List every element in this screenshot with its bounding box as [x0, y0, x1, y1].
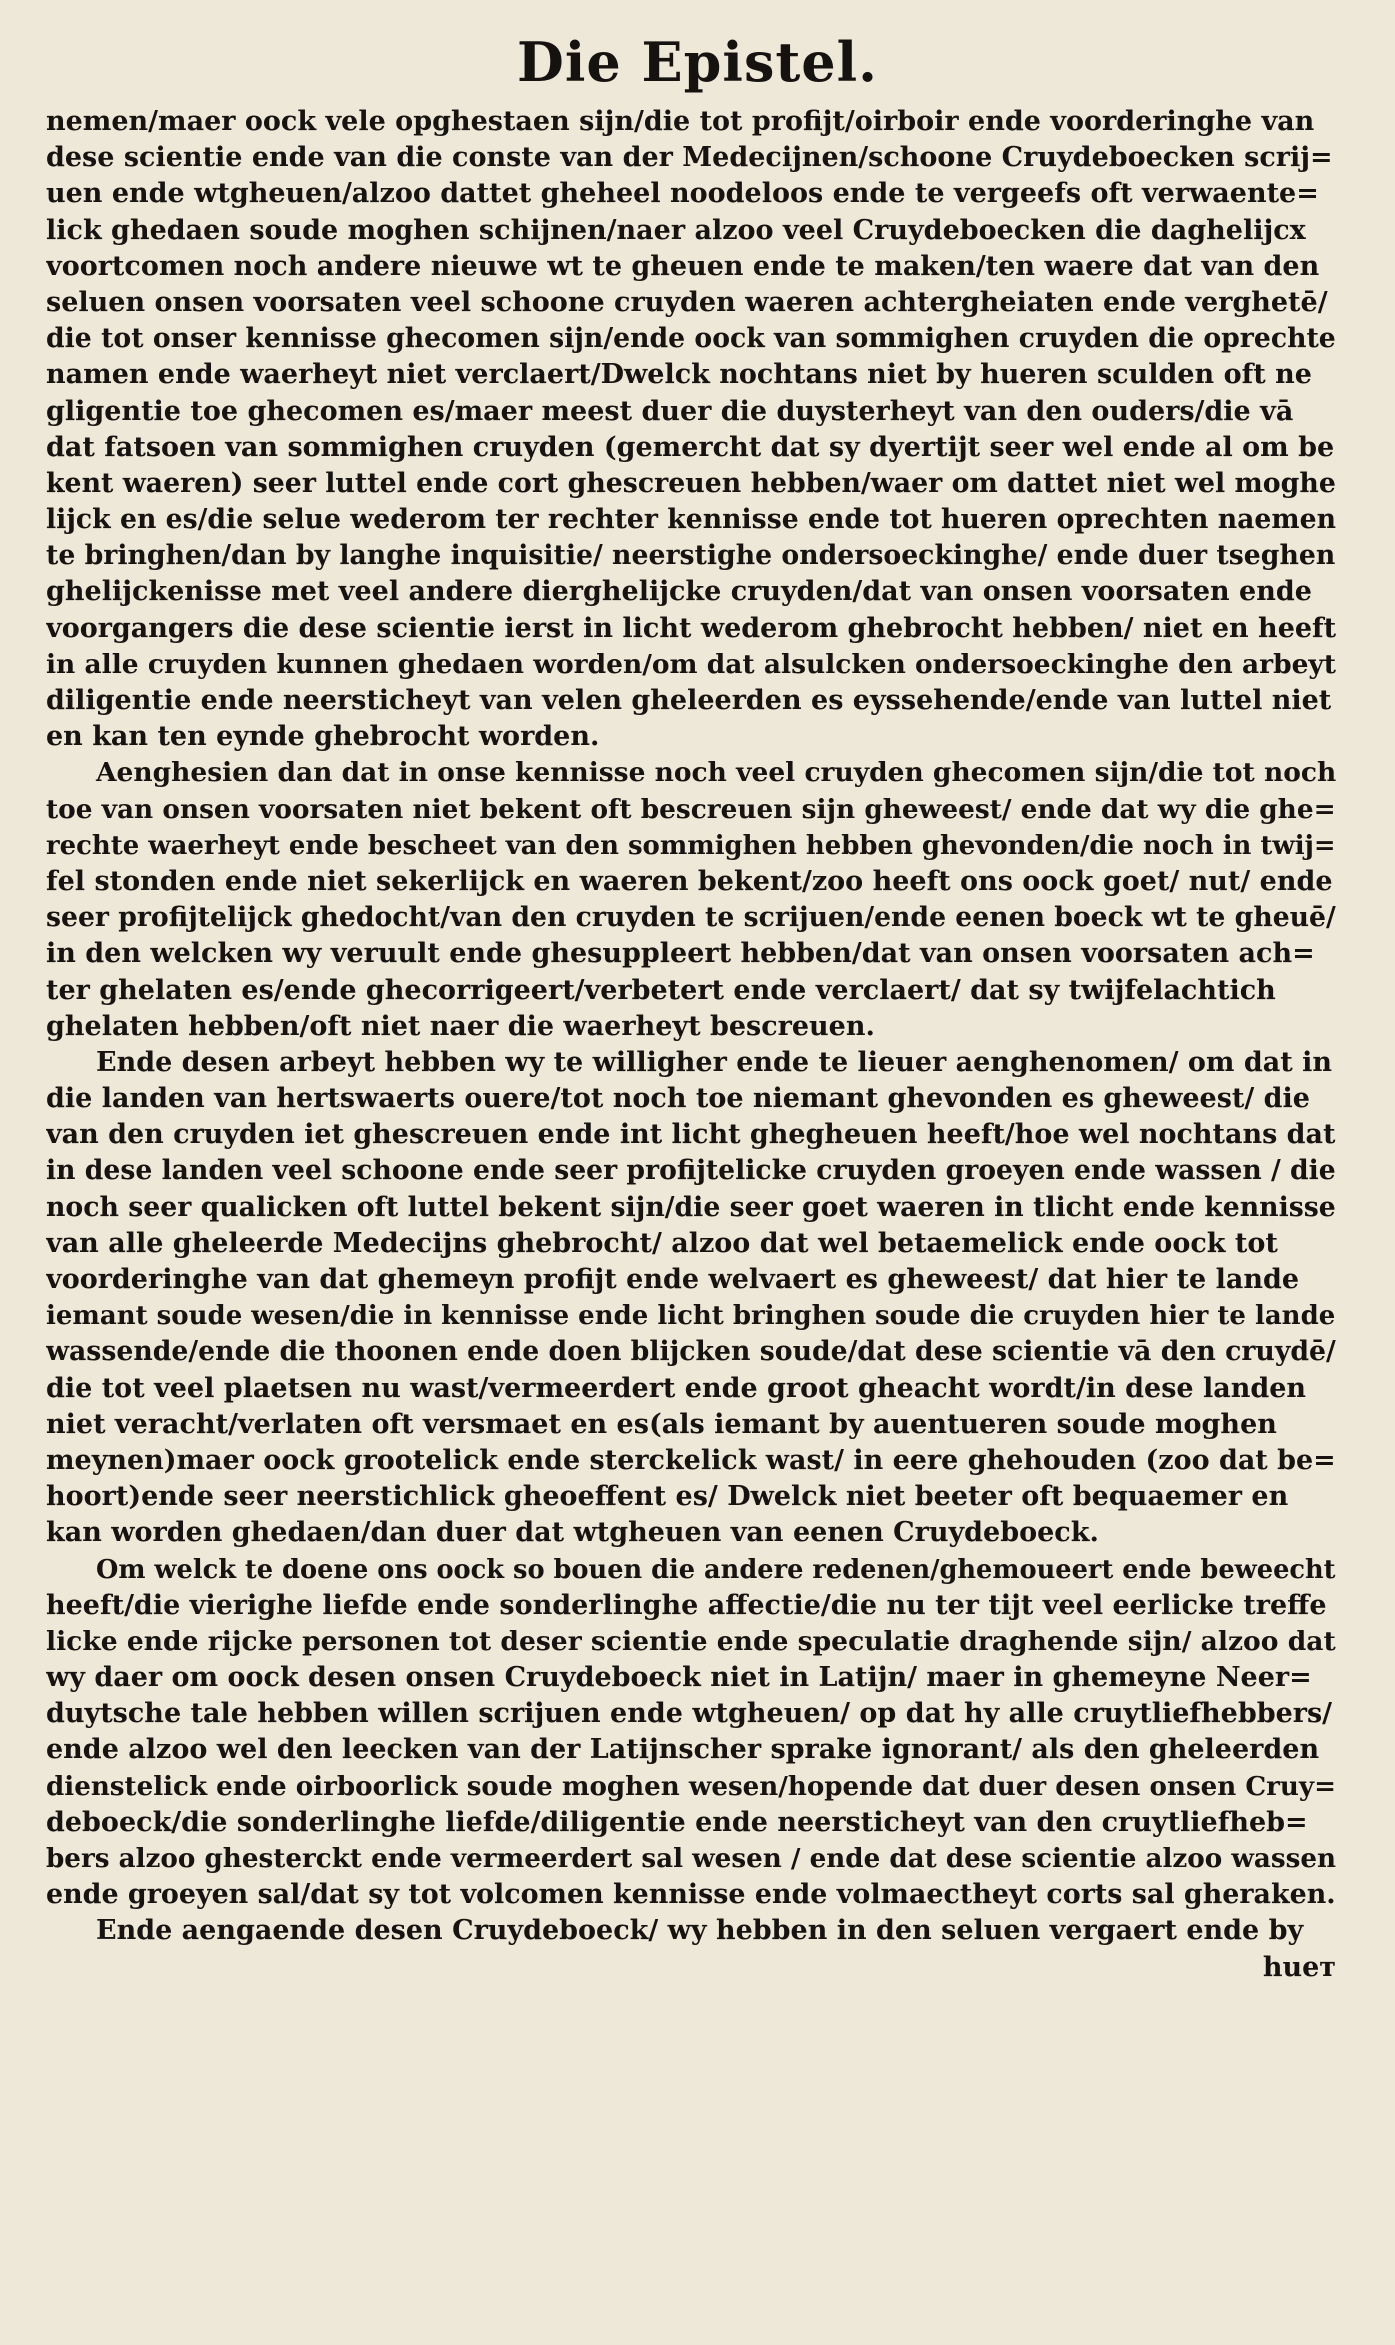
text-line: uen ende wtgheuen/alzoo dattet gheheel noodeloos ende te vergeefs oft verwaente=: [46, 178, 1319, 210]
text-line: in alle cruyden kunnen ghedaen worden/om dat alsulcken ondersoeckinghe den arbeyt: [46, 648, 1336, 680]
text-line: voorgangers die dese scientie ierst in licht wederom ghebrocht hebben/ niet en heeft: [46, 612, 1336, 644]
text-line: van alle gheleerde Medecijns ghebrocht/ alzoo dat wel betaemelick ende oock tot: [46, 1227, 1278, 1259]
text-line: dienstelick ende oirboorlick soude moghen wesen/hopende dat duer desen onsen Cruy=: [46, 1770, 1336, 1802]
text-line: Aenghesien dan dat in onse kennisse noch veel cruyden ghecomen sijn/die tot noch: [96, 757, 1336, 789]
text-line: niet veracht/verlaten oft versmaet en es(als iemant by auentueren soude moghen: [46, 1408, 1277, 1440]
text-line: ghelijckenisse met veel andere dierghelijcke cruyden/dat van onsen voorsaten ende: [46, 576, 1312, 608]
text-line: die landen van hertswaerts ouere/tot noch toe niemant ghevonden es gheweest/ die: [46, 1083, 1310, 1115]
text-line: te bringhen/dan by langhe inquisitie/ neerstighe ondersoeckinghe/ ende duer tseghen: [46, 540, 1336, 572]
text-line: noch seer qualicken oft luttel bekent sijn/die seer goet waeren in tlicht ende kennisse: [46, 1191, 1336, 1223]
text-line: meynen)maer oock grootelick ende sterckelick wast/ in eere ghehouden (zoo dat be=: [46, 1444, 1336, 1476]
text-line: Om welck te doene ons oock so bouen die andere redenen/ghemoueert ende beweecht: [96, 1554, 1336, 1585]
text-line: namen ende waerheyt niet verclaert/Dwelck nochtans niet by hueren sculden oft ne: [46, 359, 1312, 391]
text-line: licke ende rijcke personen tot deser scientie ende speculatie draghende sijn/ alzoo dat: [46, 1625, 1336, 1657]
text-line: voortcomen noch andere nieuwe wt te gheuen ende te maken/ten waere dat van den: [46, 250, 1320, 282]
text-line: gligentie toe ghecomen es/maer meest duer die duysterheyt van den ouders/die vā: [46, 395, 1294, 427]
text-line: dat fatsoen van sommighen cruyden (gemercht dat sy dyertijt seer wel ende al om be: [46, 431, 1335, 463]
text-line: deboeck/die sonderlinghe liefde/diligentie ende neerstichеyt van den cruytliefheb=: [46, 1806, 1308, 1838]
text-line: lick ghedaen soude moghen schijnen/naer alzoo veel Cruydeboecken die daghelijcx: [46, 214, 1306, 246]
text-line: voorderinghe van dat ghemeyn profijt ende welvaert es gheweest/ dat hier te lande: [46, 1264, 1300, 1295]
text-line: van den cruyden iet ghescreuen ende int licht ghegheuen heeft/hoe wel nochtans dat: [46, 1119, 1336, 1151]
text-line: fel stonden ende niet sekerlijck en waeren bekent/zoo heeft ons oock goet/ nut/ ende: [46, 865, 1333, 897]
body-text: [46, 104, 1336, 1986]
text-line: die tot onser kennisse ghecomen sijn/ende oock van sommighen cruyden die oprechte: [46, 323, 1336, 355]
text-line: die tot veel plaetsen nu wast/vermeerdert ende groot gheacht wordt/in dese landen: [46, 1372, 1307, 1404]
text-line: nemen/maer oock vele opghestaen sijn/die tot profijt/oirboir ende voorderinghe van: [46, 106, 1315, 137]
text-line: lijck en es/die selue wederom ter rechter kennisse ende tot hueren oprechten naemen: [46, 504, 1336, 536]
text-line: Ende aengaende desen Cruydeboeck/ wy hebben in den seluen vergaert ende by: [96, 1915, 1304, 1947]
text-line: toe van onsen voorsaten niet bekent oft bescreuen sijn gheweest/ ende dat wy die ghe=: [46, 793, 1336, 825]
text-line: kan worden ghedaen/dan duer dat wtgheuen van eenen Cruydeboeck.: [46, 1517, 1099, 1549]
catchword: hueт: [1262, 1951, 1336, 1983]
text-line: Ende desen arbeyt hebben wy te willigher ende te lieuer aenghenomen/ om dat in: [96, 1046, 1333, 1078]
text-line: seer profijtelijck ghedocht/van den cruyden te scrijuen/ende eenen boeck wt te gheuē/: [46, 902, 1336, 934]
text-line: ende groeyen sal/dat sy tot volcomen kennisse ende volmaectheyt corts sal gheraken.: [46, 1879, 1336, 1911]
text-line: wy daer om oock desen onsen Cruydeboeck niet in Latijn/ maer in ghemeyne Neer=: [46, 1662, 1312, 1694]
text-line: en kan ten eynde ghebrocht worden.: [46, 721, 600, 753]
text-line: ghelaten hebben/oft niet naer die waerheyt bescreuen.: [46, 1010, 875, 1042]
text-line: seluen onsen voorsaten veel schoone cruyden waeren achtergheiaten ende verghetē/: [46, 286, 1328, 318]
text-line: ende alzoo wel den leecken van der Latijnscher sprake ignorant/ als den gheleerden: [46, 1734, 1320, 1766]
text-line: diligentie ende neerstichеyt van velen gheleerden es eyssehende/ende van luttel niet: [46, 685, 1332, 716]
page-header-title: Die Epistel.: [517, 30, 878, 94]
text-line: in dese landen veel schoone ende seer profijtelicke cruyden groeyen ende wassen / die: [46, 1155, 1336, 1187]
text-line: bers alzoo ghesterckt ende vermeerdert sal wesen / ende dat dese scientie alzoo wassen: [46, 1843, 1336, 1874]
text-line: iemant soude wesen/die in kennisse ende licht bringhen soude die cruyden hier te lande: [46, 1301, 1336, 1332]
text-line: hoort)ende seer neerstichlick gheoeffent es/ Dwelck niet beeter oft bequaemer en: [46, 1481, 1289, 1513]
text-line: heeft/die vierighe liefde ende sonderlinghe affectie/die nu ter tijt veel eerlicke treffe: [46, 1589, 1327, 1621]
text-line: rechte waerheyt ende bescheet van den sommighen hebben ghevonden/die noch in twij=: [46, 830, 1336, 861]
text-line: dese scientie ende van die conste van der Medecijnen/schoone Cruydeboecken scrij=: [46, 142, 1333, 174]
text-line: duytsche tale hebben willen scrijuen ende wtgheuen/ op dat hy alle cruytliefhebbers/: [46, 1698, 1333, 1730]
text-line: kent waeren) seer luttel ende cort ghescreuen hebben/waer om dattet niet wel moghe: [46, 467, 1336, 499]
text-line: wassende/ende die thoonen ende doen blijcken soude/dat dese scientie vā den cruydē/: [46, 1336, 1336, 1368]
text-line: ter ghelaten es/ende ghecorrigeert/verbetert ende verclaert/ dat sy twijfelachtich: [46, 974, 1276, 1006]
text-line: in den welcken wy veruult ende ghesuppleert hebben/dat van onsen voorsaten ach=: [46, 938, 1315, 970]
